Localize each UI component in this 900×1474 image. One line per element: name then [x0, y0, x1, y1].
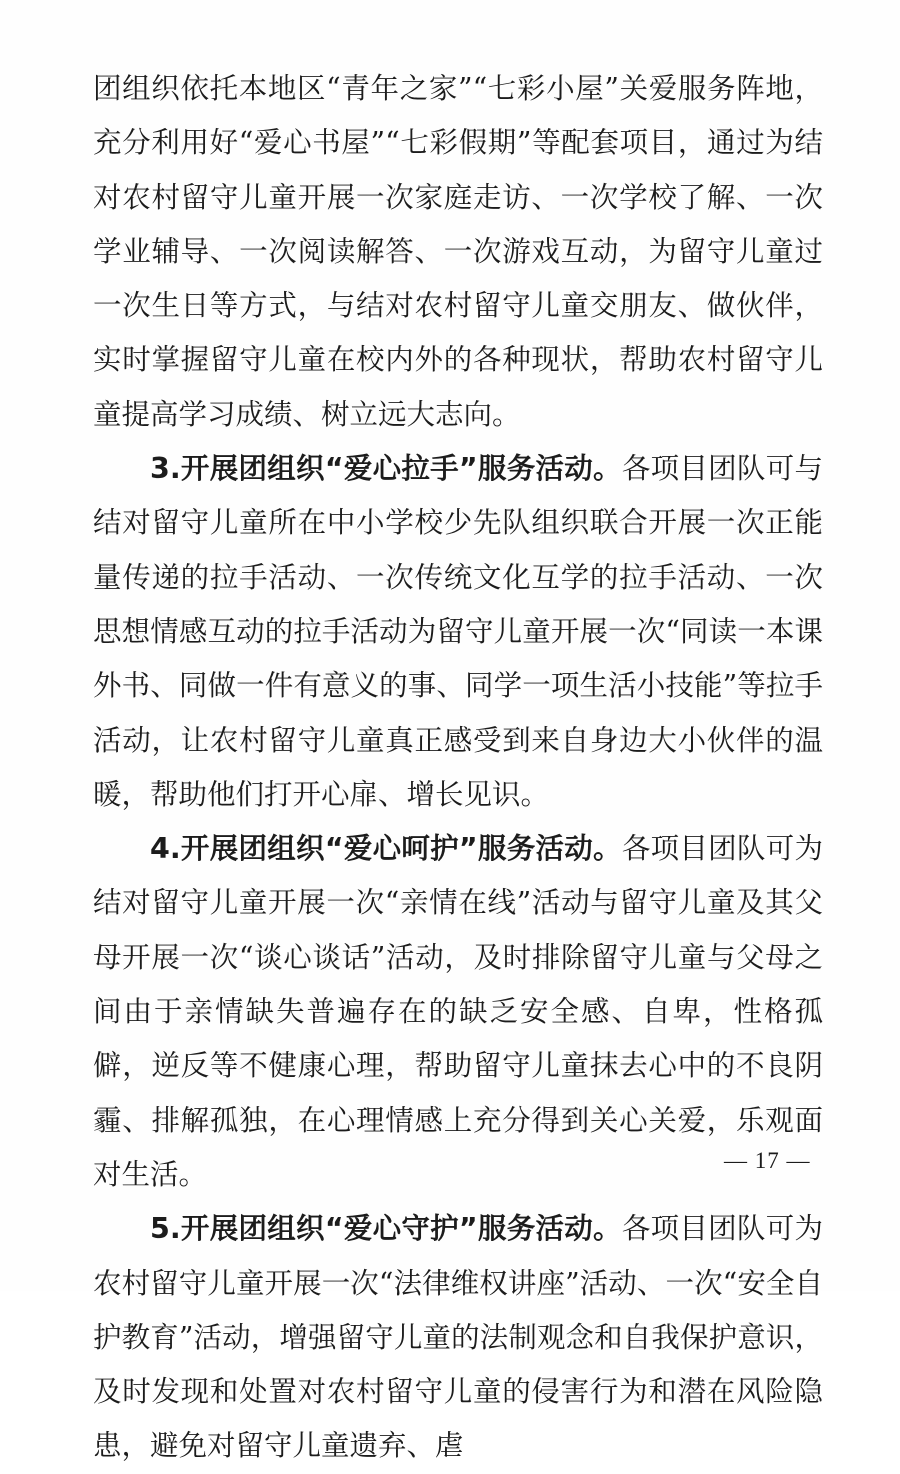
paragraph-2-heading: 3.开展团组织“爱心拉手”服务活动。: [150, 452, 622, 486]
paragraph-4-text: 各项目团队可为农村留守儿童开展一次“法律维权讲座”活动、一次“安全自护教育”活动，增强留守儿童的法制观念和自我保护意识，及时发现和处置对农村留守儿童的侵害行为和潜在风险隐患，避免对留守儿童遗弃、虐: [93, 1212, 823, 1463]
paragraph-1: [93, 62, 823, 442]
paragraph-4-heading: 5.开展团组织“爱心守护”服务活动。: [150, 1212, 622, 1246]
document-body: [93, 62, 823, 1474]
paragraph-3: [93, 822, 823, 1202]
paragraph-2: [93, 442, 823, 822]
page-number: — 17 —: [724, 1148, 811, 1173]
paragraph-2-text: 各项目团队可与结对留守儿童所在中小学校少先队组织联合开展一次正能量传递的拉手活动、一次传统文化互学的拉手活动、一次思想情感互动的拉手活动为留守儿童开展一次“同读一本课外书、同做一件有意义的事、同学一项生活小技能”等拉手活动，让农村留守儿童真正感受到来自身边大小伙伴的温暖，帮助他们打开心扉、增长见识。: [93, 452, 823, 811]
paragraph-4: [93, 1202, 823, 1473]
paragraph-3-text: 各项目团队可为结对留守儿童开展一次“亲情在线”活动与留守儿童及其父母开展一次“谈心谈话”活动，及时排除留守儿童与父母之间由于亲情缺失普遍存在的缺乏安全感、自卑，性格孤僻，逆反等不健康心理，帮助留守儿童抹去心中的不良阴霾、排解孤独，在心理情感上充分得到关心关爱，乐观面对生活。: [93, 832, 823, 1191]
paragraph-3-heading: 4.开展团组织“爱心呵护”服务活动。: [150, 832, 622, 866]
paragraph-1-text: 团组织依托本地区“青年之家”“七彩小屋”关爱服务阵地，充分利用好“爱心书屋”“七彩假期”等配套项目，通过为结对农村留守儿童开展一次家庭走访、一次学校了解、一次学业辅导、一次阅读解答、一次游戏互动，为留守儿童过一次生日等方式，与结对农村留守儿童交朋友、做伙伴，实时掌握留守儿童在校内外的各种现状，帮助农村留守儿童提高学习成绩、树立远大志向。: [93, 72, 823, 431]
